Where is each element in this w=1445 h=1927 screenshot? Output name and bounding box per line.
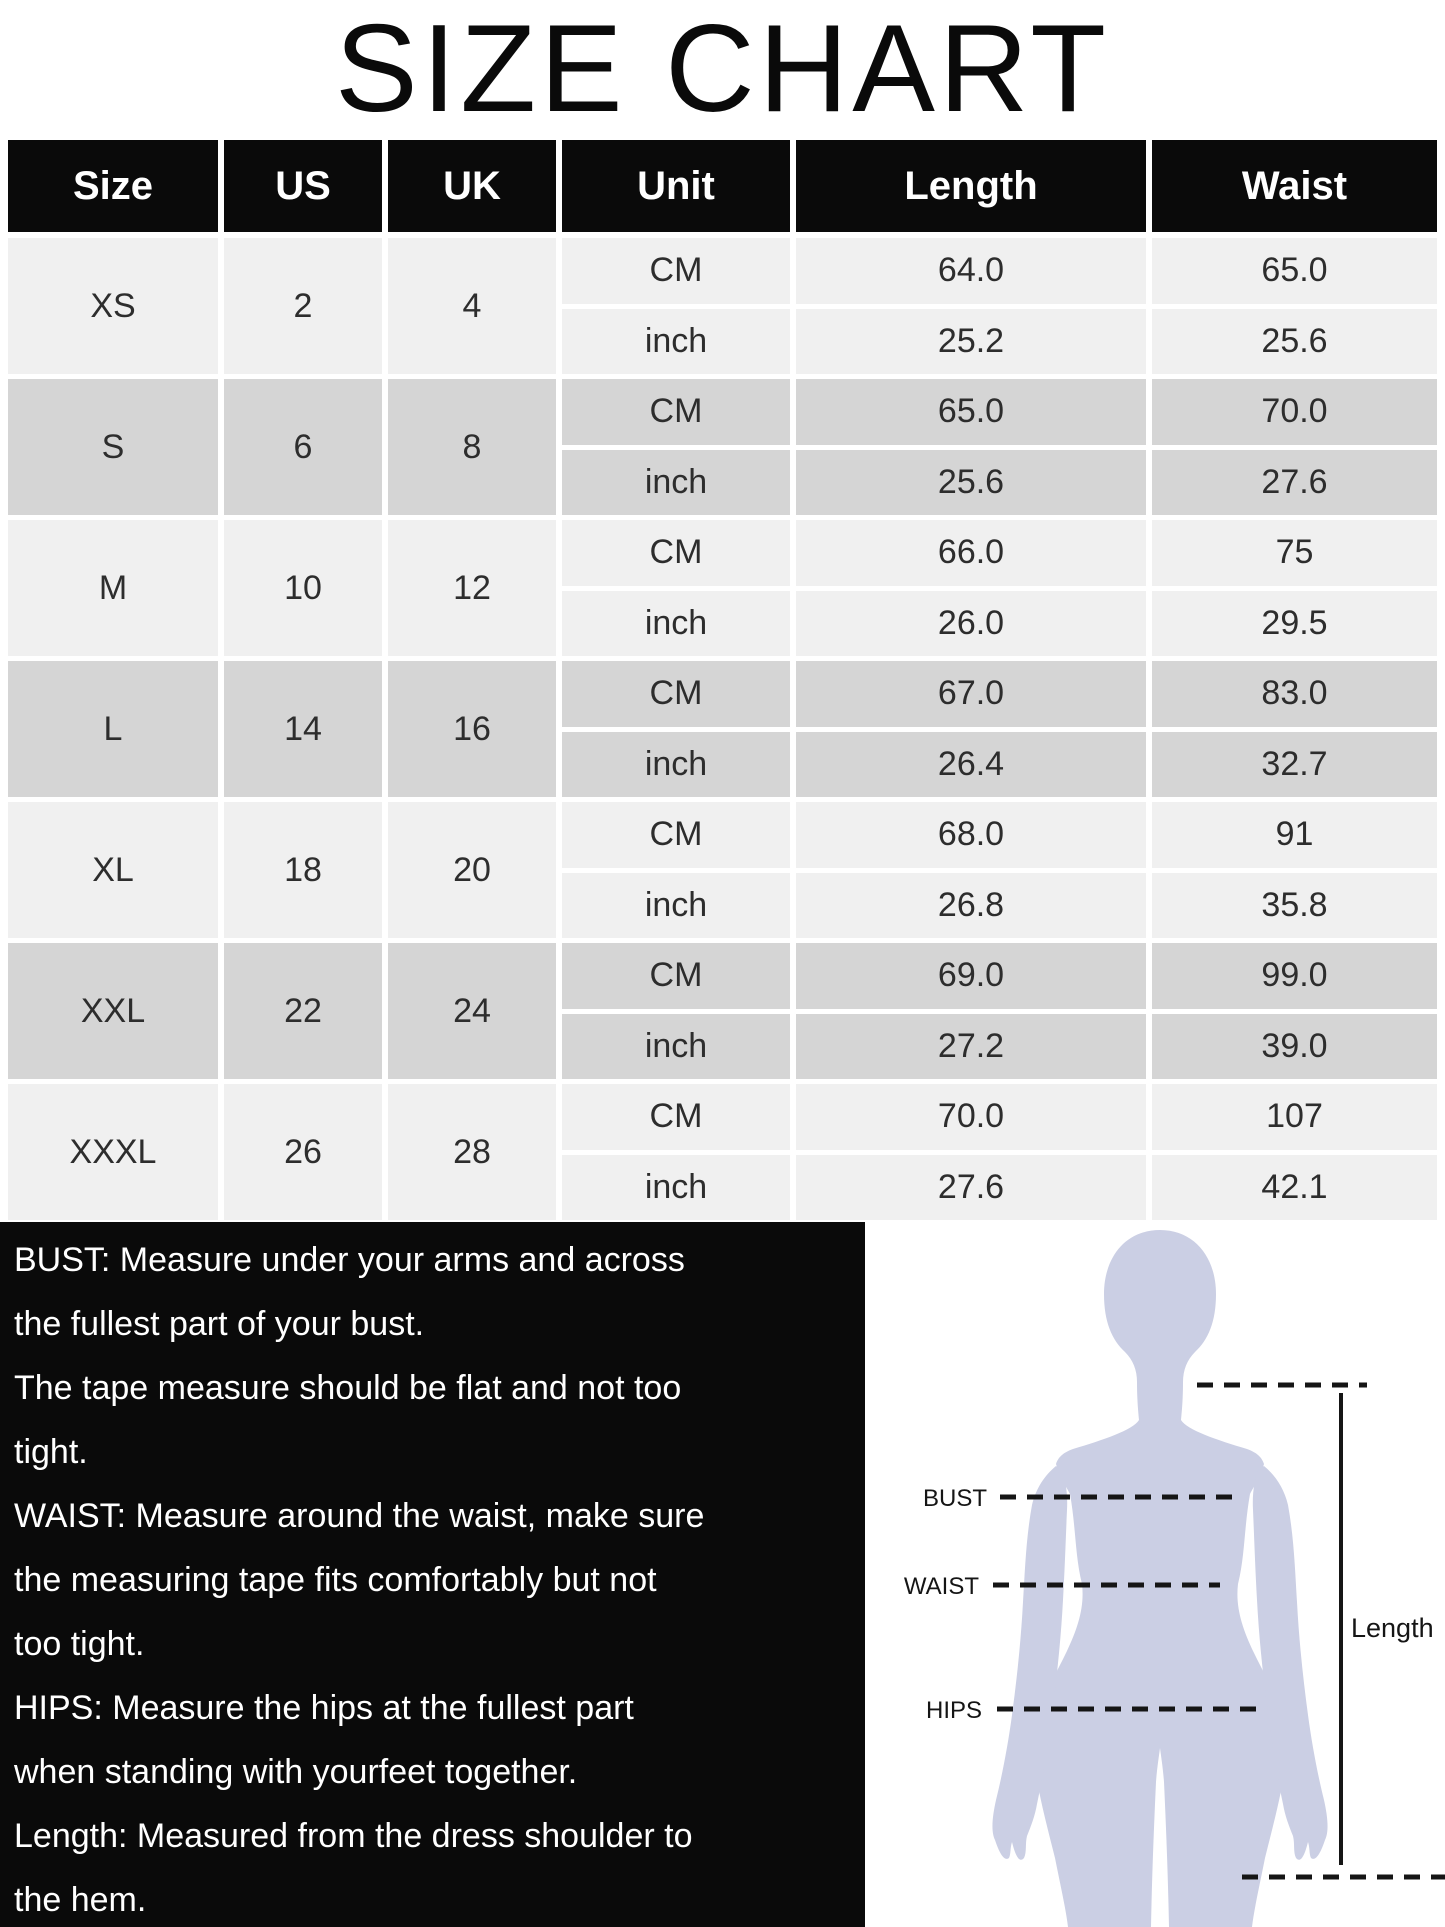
instruction-line: WAIST: Measure around the waist, make sure [14, 1497, 705, 1535]
instruction-line: BUST: Measure under your arms and across [14, 1241, 685, 1279]
cell-uk: 28 [388, 1084, 556, 1220]
cell-waist-inch: 42.1 [1152, 1155, 1437, 1221]
cell-unit-inch: inch [562, 1014, 790, 1080]
cell-length-cm: 67.0 [796, 661, 1146, 727]
size-table [8, 140, 1437, 1225]
cell-waist-inch: 25.6 [1152, 309, 1437, 375]
bust-label: BUST [922, 1485, 987, 1512]
cell-us: 22 [224, 943, 382, 1079]
cell-length-cm: 70.0 [796, 1084, 1146, 1150]
cell-us: 6 [224, 379, 382, 515]
cell-unit-cm: CM [562, 802, 790, 868]
cell-size: XL [8, 802, 218, 938]
cell-length-inch: 27.2 [796, 1014, 1146, 1080]
cell-unit-cm: CM [562, 661, 790, 727]
col-header-unit: Unit [562, 140, 790, 232]
cell-uk: 24 [388, 943, 556, 1079]
cell-uk: 4 [388, 238, 556, 374]
body-silhouette [1032, 1230, 1288, 1927]
cell-us: 26 [224, 1084, 382, 1220]
cell-uk: 20 [388, 802, 556, 938]
cell-length-inch: 25.2 [796, 309, 1146, 375]
waist-label: WAIST [903, 1573, 979, 1600]
size-row-M [8, 520, 1437, 656]
cell-unit-cm: CM [562, 238, 790, 304]
measuring-instructions [0, 1222, 865, 1927]
size-row-XXL [8, 943, 1437, 1079]
cell-waist-inch: 32.7 [1152, 732, 1437, 798]
length-label: Length [1351, 1613, 1434, 1643]
page-title: SIZE CHART [335, 0, 1110, 138]
cell-unit-inch: inch [562, 309, 790, 375]
cell-waist-cm: 99.0 [1152, 943, 1437, 1009]
cell-size: XXL [8, 943, 218, 1079]
cell-length-inch: 27.6 [796, 1155, 1146, 1221]
instruction-line: tight. [14, 1433, 88, 1471]
instruction-line: Length: Measured from the dress shoulder to [14, 1817, 693, 1855]
cell-length-cm: 64.0 [796, 238, 1146, 304]
cell-length-cm: 66.0 [796, 520, 1146, 586]
cell-uk: 12 [388, 520, 556, 656]
instruction-line: the hem. [14, 1881, 147, 1919]
cell-length-inch: 25.6 [796, 450, 1146, 516]
cell-waist-cm: 70.0 [1152, 379, 1437, 445]
size-row-XS [8, 238, 1437, 374]
figure-svg [865, 1220, 1445, 1927]
cell-size: M [8, 520, 218, 656]
cell-uk: 16 [388, 661, 556, 797]
cell-size: XXXL [8, 1084, 218, 1220]
cell-length-cm: 68.0 [796, 802, 1146, 868]
col-header-us: US [224, 140, 382, 232]
instruction-line: when standing with yourfeet together. [14, 1753, 578, 1791]
hips-label: HIPS [925, 1697, 982, 1724]
cell-unit-cm: CM [562, 379, 790, 445]
cell-unit-inch: inch [562, 591, 790, 657]
cell-us: 2 [224, 238, 382, 374]
cell-unit-inch: inch [562, 450, 790, 516]
cell-size: L [8, 661, 218, 797]
cell-unit-inch: inch [562, 732, 790, 798]
measurement-figure [865, 1220, 1445, 1927]
cell-waist-inch: 29.5 [1152, 591, 1437, 657]
cell-waist-inch: 27.6 [1152, 450, 1437, 516]
col-header-waist: Waist [1152, 140, 1437, 232]
cell-uk: 8 [388, 379, 556, 515]
size-row-S [8, 379, 1437, 515]
cell-waist-cm: 75 [1152, 520, 1437, 586]
cell-unit-cm: CM [562, 520, 790, 586]
cell-length-inch: 26.8 [796, 873, 1146, 939]
cell-length-cm: 69.0 [796, 943, 1146, 1009]
cell-waist-inch: 39.0 [1152, 1014, 1437, 1080]
cell-us: 10 [224, 520, 382, 656]
col-header-uk: UK [388, 140, 556, 232]
col-header-size: Size [8, 140, 218, 232]
size-row-XXXL [8, 1084, 1437, 1220]
cell-length-cm: 65.0 [796, 379, 1146, 445]
instruction-line: The tape measure should be flat and not too [14, 1369, 682, 1407]
cell-length-inch: 26.0 [796, 591, 1146, 657]
instruction-line: the fullest part of your bust. [14, 1305, 425, 1343]
cell-us: 18 [224, 802, 382, 938]
instruction-line: HIPS: Measure the hips at the fullest part [14, 1689, 634, 1727]
col-header-length: Length [796, 140, 1146, 232]
cell-size: S [8, 379, 218, 515]
cell-us: 14 [224, 661, 382, 797]
cell-unit-inch: inch [562, 1155, 790, 1221]
cell-waist-cm: 83.0 [1152, 661, 1437, 727]
table-body [8, 238, 1437, 1220]
table-header [8, 140, 1437, 232]
size-row-L [8, 661, 1437, 797]
cell-unit-cm: CM [562, 1084, 790, 1150]
cell-unit-inch: inch [562, 873, 790, 939]
instruction-line: too tight. [14, 1625, 145, 1663]
cell-size: XS [8, 238, 218, 374]
cell-unit-cm: CM [562, 943, 790, 1009]
instruction-line: the measuring tape fits comfortably but not [14, 1561, 657, 1599]
size-row-XL [8, 802, 1437, 938]
cell-waist-cm: 91 [1152, 802, 1437, 868]
cell-waist-cm: 65.0 [1152, 238, 1437, 304]
cell-waist-inch: 35.8 [1152, 873, 1437, 939]
cell-length-inch: 26.4 [796, 732, 1146, 798]
cell-waist-cm: 107 [1152, 1084, 1437, 1150]
